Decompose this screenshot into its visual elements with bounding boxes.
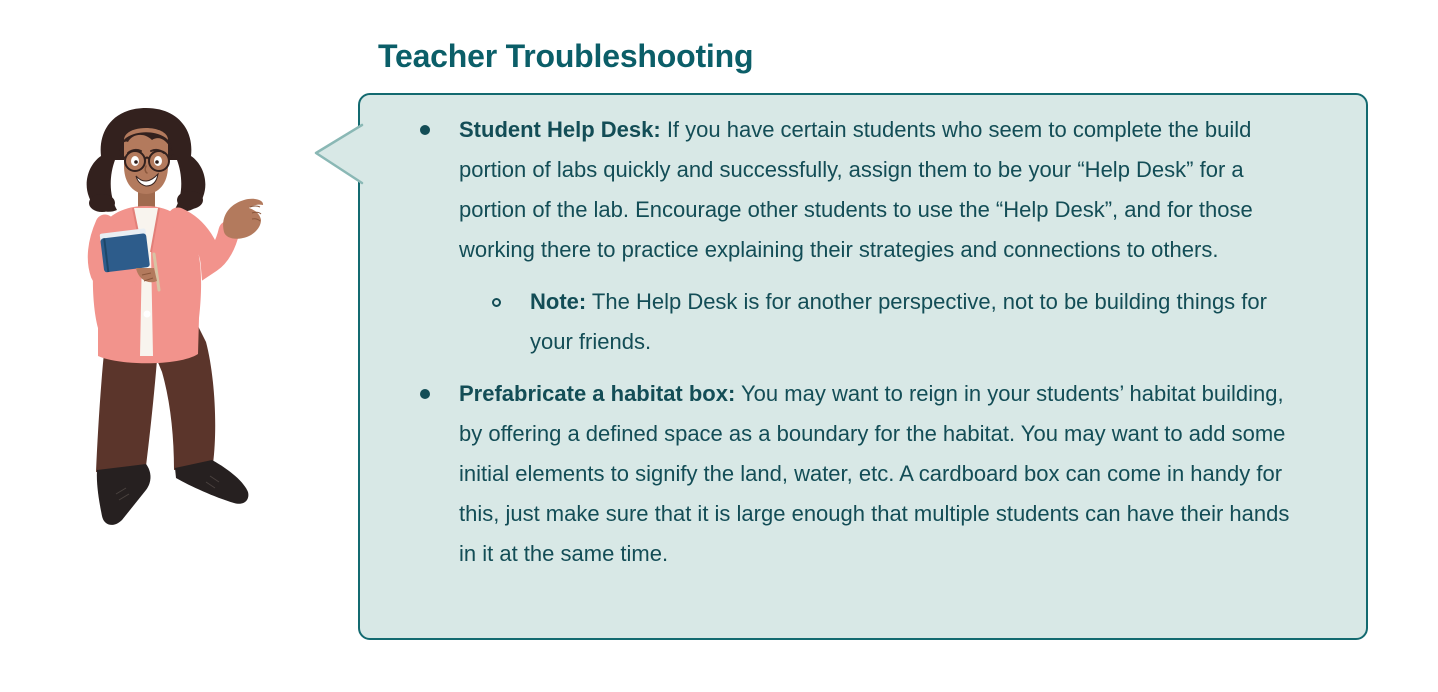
page-title: Teacher Troubleshooting: [378, 38, 754, 74]
list-item-lead: Prefabricate a habitat box:: [459, 381, 736, 406]
teacher-illustration: [58, 104, 290, 546]
bullet-circle-icon: [492, 298, 501, 307]
book-icon: [100, 228, 150, 272]
shoe: [175, 460, 248, 504]
list-item-student-help-desk: [360, 110, 1330, 270]
list-item-lead: Student Help Desk:: [459, 117, 661, 142]
list-item-body: The Help Desk is for another perspective, not to be building things for your friends.: [530, 289, 1267, 354]
list-item-body: If you have certain students who seem to complete the build portion of labs quickly and successfully, assign them to be your “Help Desk” for a portion of the lab. Encourage other students to use the “Help Desk”, and for those working there to practice explaining their strategies and connections to others.: [459, 117, 1253, 262]
shoe: [97, 464, 151, 525]
bullet-list: [360, 95, 1366, 586]
list-item-note: [360, 282, 1330, 362]
bullet-disc-icon: [420, 389, 430, 399]
speech-bubble-tail-icon: [310, 119, 364, 189]
list-item-prefabricate-habitat-box: [360, 374, 1330, 574]
list-item-lead: Note:: [530, 289, 587, 314]
speech-bubble: [358, 93, 1368, 640]
list-item-body: You may want to reign in your students’ habitat building, by offering a defined space as a boundary for the habitat. You may want to add some initial elements to signify the land, water, etc. A cardboard box can come in handy for this, just make sure that it is large enough that multiple students can have their hands in it at the same time.: [459, 381, 1290, 566]
bullet-disc-icon: [420, 125, 430, 135]
teacher-character-image: [58, 104, 290, 546]
